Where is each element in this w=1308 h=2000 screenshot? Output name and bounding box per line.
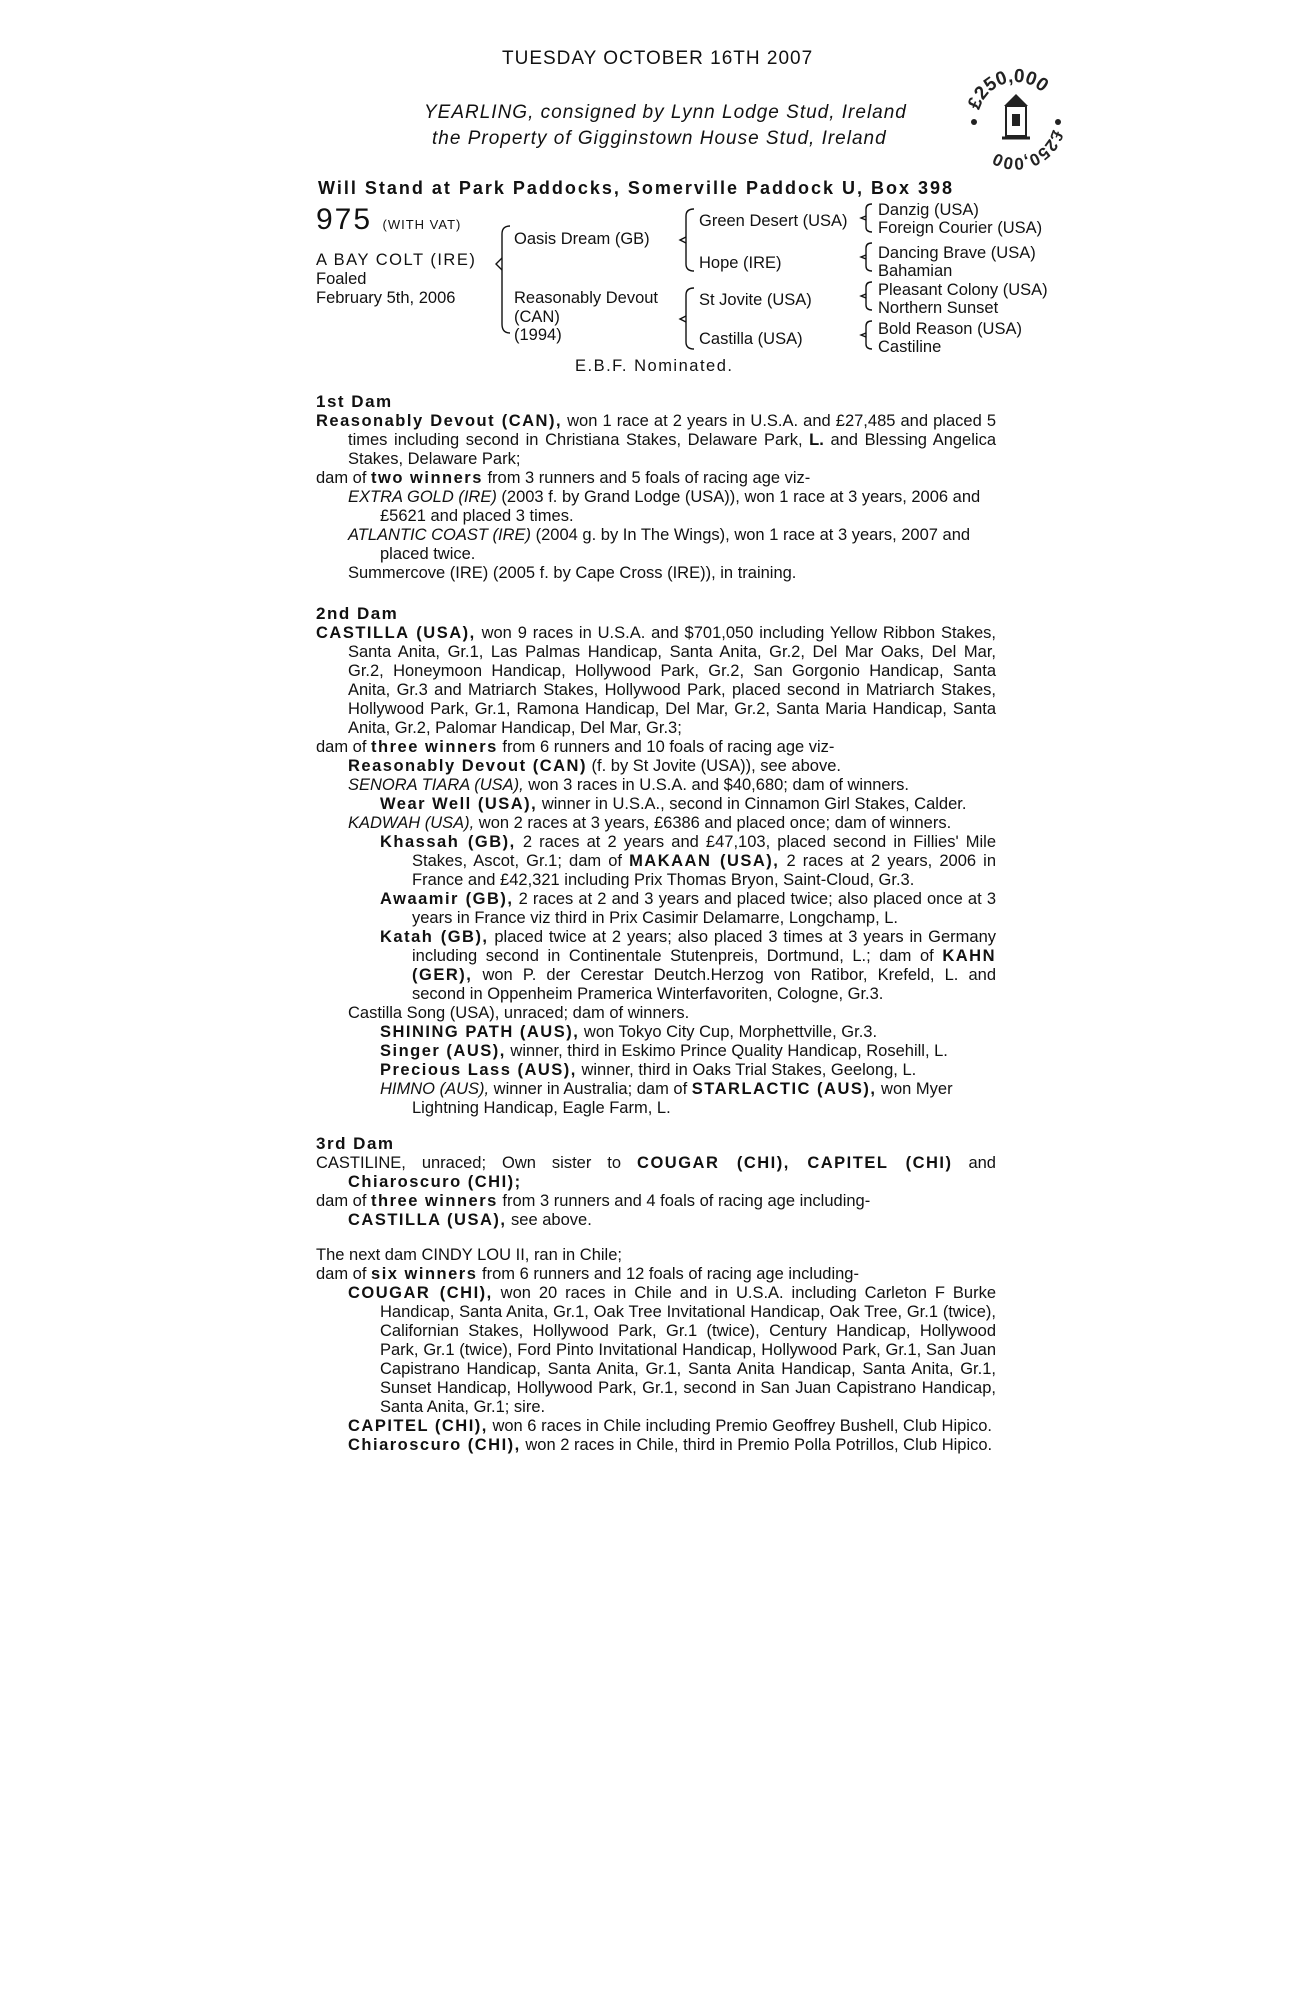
horse-name: Wear Well (USA), bbox=[380, 795, 538, 813]
first-dam-name: Reasonably Devout (CAN), bbox=[316, 412, 563, 430]
text: won 2 races in Chile, third in Premio Polla Potrillos, Club Hipico. bbox=[520, 1436, 993, 1454]
text: see above. bbox=[506, 1211, 592, 1229]
first-dam-produce-summary bbox=[316, 469, 996, 488]
horse-name: MAKAAN (USA), bbox=[629, 852, 780, 870]
text: (2004 g. by In The Wings), won 1 race at 3 years, 2007 and placed twice. bbox=[380, 526, 971, 563]
first-dam-heading: 1st Dam bbox=[316, 392, 393, 411]
text: winner, third in Oaks Trial Stakes, Geelong, L. bbox=[576, 1061, 917, 1079]
winners-count: three winners bbox=[371, 738, 498, 756]
horse-name: STARLACTIC (AUS), bbox=[691, 1080, 877, 1098]
vat-note: (WITH VAT) bbox=[382, 217, 462, 232]
pedigree-dss: Pleasant Colony (USA) bbox=[878, 281, 1048, 299]
produce-entry: Castilla Song (USA), unraced; dam of winners. bbox=[348, 1004, 690, 1022]
text: winner in U.S.A., second in Cinnamon Girl Stakes, Calder. bbox=[537, 795, 967, 813]
first-dam-record bbox=[316, 412, 996, 469]
pedigree-sire: Oasis Dream (GB) bbox=[514, 230, 650, 248]
text: (f. by St Jovite (USA)), see above. bbox=[586, 757, 841, 775]
next-dam-intro: The next dam CINDY LOU II, ran in Chile; bbox=[316, 1246, 622, 1264]
produce-entry bbox=[380, 1080, 996, 1118]
second-dam-record bbox=[316, 624, 996, 738]
produce-entry bbox=[380, 1042, 996, 1061]
text: from 3 runners and 5 foals of racing age viz- bbox=[482, 469, 811, 487]
text: won P. der Cerestar Deutch.Herzog von Ratibor, Krefeld, L. and second in Oppenheim Pramerica Winterfavoriten, Cologne, Gr.3. bbox=[412, 966, 996, 1003]
horse-name: Precious Lass (AUS), bbox=[380, 1061, 577, 1079]
text: CASTILINE, unraced; Own sister to bbox=[316, 1154, 638, 1172]
produce-entry bbox=[380, 1023, 996, 1042]
text: winner in Australia; dam of bbox=[489, 1080, 692, 1098]
horse-name: KADWAH (USA), bbox=[348, 814, 475, 832]
produce-entry bbox=[348, 814, 996, 833]
text: won 20 races in Chile and in U.S.A. including Carleton F Burke Handicap, Santa Anita, Gr.1, Oak Tree Invitational Handicap, Oak Tree, Gr.1 (twice), Californian Stakes, Hollywood Park, Gr.1 (twice), Century Handicap, Hollywood Park, Gr.1 (twice), Ford Pinto Invitational Handicap, Hollywood Park, Gr.1, San Juan Capistrano Handicap, Santa Anita, Gr.1, Santa Anita Handicap, Santa Anita, Gr.1, Sunset Handicap, Hollywood Park, Gr.1, second in San Juan Capistrano Handicap, Santa Anita, Gr.1; sire. bbox=[380, 1284, 996, 1416]
text: (2003 f. by Grand Lodge (USA)), won 1 race at 3 years, 2006 and £5621 and placed 3 times. bbox=[380, 488, 981, 525]
pedigree-dds: Bold Reason (USA) bbox=[878, 320, 1022, 338]
horse-name: Khassah (GB), bbox=[380, 833, 516, 851]
horse-name: SENORA TIARA (USA), bbox=[348, 776, 524, 794]
text: 2 races at 2 and 3 years and placed twice; also placed once at 3 years in France viz third in Prix Casimir Delamarre, Longchamp, L. bbox=[412, 890, 997, 927]
text: from 6 runners and 10 foals of racing age viz- bbox=[497, 738, 835, 756]
second-dam-section bbox=[316, 604, 996, 1118]
pedigree-dam-dam: Castilla (USA) bbox=[699, 330, 803, 348]
pedigree-dam: Reasonably Devout bbox=[514, 289, 659, 307]
consignor-line: YEARLING, consigned by Lynn Lodge Stud, Ireland bbox=[424, 102, 907, 123]
text: 2 races at 2 years, 2006 in France and £42,321 including Prix Thomas Bryon, Saint-Cloud, Gr.3. bbox=[412, 852, 996, 889]
pedigree-dsd: Northern Sunset bbox=[878, 299, 999, 317]
text: from 6 runners and 12 foals of racing age including- bbox=[477, 1265, 859, 1283]
text: winner, third in Eskimo Prince Quality Handicap, Rosehill, L. bbox=[505, 1042, 948, 1060]
foaled-label: Foaled bbox=[316, 270, 367, 288]
produce-entry bbox=[348, 488, 996, 526]
second-dam-name: CASTILLA (USA), bbox=[316, 624, 476, 642]
pedigree-sire-dam: Hope (IRE) bbox=[699, 254, 782, 272]
text: dam of bbox=[316, 738, 372, 756]
third-dam-section bbox=[316, 1134, 996, 1230]
produce-entry bbox=[348, 1211, 996, 1230]
horse-name: EXTRA GOLD (IRE) bbox=[348, 488, 497, 506]
text: and bbox=[952, 1154, 996, 1172]
produce-entry bbox=[380, 1061, 996, 1080]
horse-name: COUGAR (CHI), bbox=[348, 1284, 493, 1302]
svg-text:£250,000: £250,000 bbox=[964, 65, 1053, 113]
horse-name: Katah (GB), bbox=[380, 928, 489, 946]
horse-name: CASTILLA (USA), bbox=[348, 1211, 507, 1229]
ebf-nominated: E.B.F. Nominated. bbox=[575, 357, 734, 375]
text: won Myer Lightning Handicap, Eagle Farm, L. bbox=[412, 1080, 953, 1117]
produce-entry bbox=[348, 526, 996, 564]
pedigree-dam-year: (1994) bbox=[514, 326, 562, 344]
text: 2 races at 2 years and £47,103, placed second in Fillies' Mile Stakes, Ascot, Gr.1; dam of bbox=[412, 833, 996, 870]
first-dam-grade: L. bbox=[809, 431, 824, 449]
first-dam-record-text: won 1 race at 2 years in U.S.A. and £27,485 and placed 5 times including second in Christiana Stakes, Delaware Park, bbox=[348, 412, 997, 449]
text: won 2 races at 3 years, £6386 and placed once; dam of winners. bbox=[474, 814, 952, 832]
produce-entry bbox=[348, 1284, 996, 1417]
produce-entry bbox=[348, 1436, 996, 1455]
foaled-date: February 5th, 2006 bbox=[316, 289, 456, 307]
lot-description: A BAY COLT (IRE) bbox=[316, 251, 477, 269]
horse-name: ATLANTIC COAST (IRE) bbox=[348, 526, 532, 544]
svg-text:£250,000: £250,000 bbox=[989, 128, 1068, 174]
property-line: the Property of Gigginstown House Stud, Ireland bbox=[432, 128, 887, 149]
produce-entry bbox=[380, 890, 996, 928]
sale-date: TUESDAY OCTOBER 16TH 2007 bbox=[502, 48, 814, 69]
text: won 3 races in U.S.A. and $40,680; dam of winners. bbox=[523, 776, 909, 794]
first-dam-section bbox=[316, 392, 996, 583]
text: won 9 races in U.S.A. and $701,050 including Yellow Ribbon Stakes, Santa Anita, Gr.1, Las Palmas Handicap, Santa Anita, Gr.2, Del Mar Oaks, Del Mar, Gr.2, Honeymoon Handicap, Hollywood Park, Gr.2, San Gorgonio Handicap, Santa Anita, Gr.3 and Matriarch Stakes, Hollywood Park, placed second in Matriarch Stakes, Hollywood Park, Gr.1, Ramona Handicap, Del Mar, Gr.2, Santa Maria Handicap, Santa Anita, Gr.2, Palomar Handicap, Del Mar, Gr.3; bbox=[348, 624, 996, 737]
second-dam-heading: 2nd Dam bbox=[316, 604, 399, 623]
text: dam of bbox=[316, 469, 372, 487]
horse-name: KAHN (GER), bbox=[412, 947, 996, 984]
horse-name: Chiaroscuro (CHI), bbox=[348, 1436, 521, 1454]
third-dam-heading: 3rd Dam bbox=[316, 1134, 395, 1153]
horse-name: Singer (AUS), bbox=[380, 1042, 506, 1060]
text: won Tokyo City Cup, Morphettville, Gr.3. bbox=[579, 1023, 878, 1041]
pedigree-ssd: Foreign Courier (USA) bbox=[878, 219, 1043, 237]
pedigree-dam-sire: St Jovite (USA) bbox=[699, 291, 812, 309]
horse-name: HIMNO (AUS), bbox=[380, 1080, 490, 1098]
text: from 3 runners and 4 foals of racing age including- bbox=[497, 1192, 871, 1210]
first-dam-record-end: and Blessing Angelica Stakes, Delaware Park; bbox=[348, 431, 996, 468]
lot-number: 975 bbox=[316, 203, 373, 236]
second-dam-produce-summary bbox=[316, 738, 996, 757]
third-dam-record bbox=[316, 1154, 996, 1192]
produce-entry bbox=[348, 776, 996, 795]
next-dam-produce-summary bbox=[316, 1265, 996, 1284]
winners-count: two winners bbox=[371, 469, 483, 487]
text: dam of bbox=[316, 1265, 372, 1283]
pedigree-sire-sire: Green Desert (USA) bbox=[699, 212, 848, 230]
horse-name: COUGAR (CHI), CAPITEL (CHI) bbox=[637, 1154, 953, 1172]
produce-entry bbox=[380, 833, 996, 890]
horse-name: SHINING PATH (AUS), bbox=[380, 1023, 580, 1041]
pedigree-ddd: Castiline bbox=[878, 338, 942, 356]
horse-name: CAPITEL (CHI), bbox=[348, 1417, 488, 1435]
produce-entry bbox=[380, 928, 996, 1004]
third-dam-produce-summary bbox=[316, 1192, 996, 1211]
produce-entry: Summercove (IRE) (2005 f. by Cape Cross (IRE)), in training. bbox=[348, 564, 797, 582]
horse-name: Chiaroscuro (CHI); bbox=[348, 1173, 522, 1191]
text: dam of bbox=[316, 1192, 372, 1210]
pedigree-dam-country: (CAN) bbox=[514, 308, 560, 326]
winners-count: six winners bbox=[371, 1265, 478, 1283]
text: placed twice at 2 years; also placed 3 times at 3 years in Germany including second in Continentale Stutenpreis, Dortmund, L.; dam of bbox=[412, 928, 997, 965]
winners-count: three winners bbox=[371, 1192, 498, 1210]
produce-entry bbox=[348, 757, 996, 776]
text: won 6 races in Chile including Premio Geoffrey Bushell, Club Hipico. bbox=[487, 1417, 992, 1435]
produce-entry bbox=[380, 795, 996, 814]
pedigree-sds: Dancing Brave (USA) bbox=[878, 244, 1036, 262]
next-dam-section bbox=[316, 1246, 996, 1455]
pedigree-sdd: Bahamian bbox=[878, 262, 953, 280]
stand-location: Will Stand at Park Paddocks, Somerville Paddock U, Box 398 bbox=[318, 178, 955, 198]
horse-name: Awaamir (GB), bbox=[380, 890, 514, 908]
horse-name: Reasonably Devout (CAN) bbox=[348, 757, 587, 775]
pedigree-sss: Danzig (USA) bbox=[878, 201, 979, 219]
produce-entry bbox=[348, 1417, 996, 1436]
